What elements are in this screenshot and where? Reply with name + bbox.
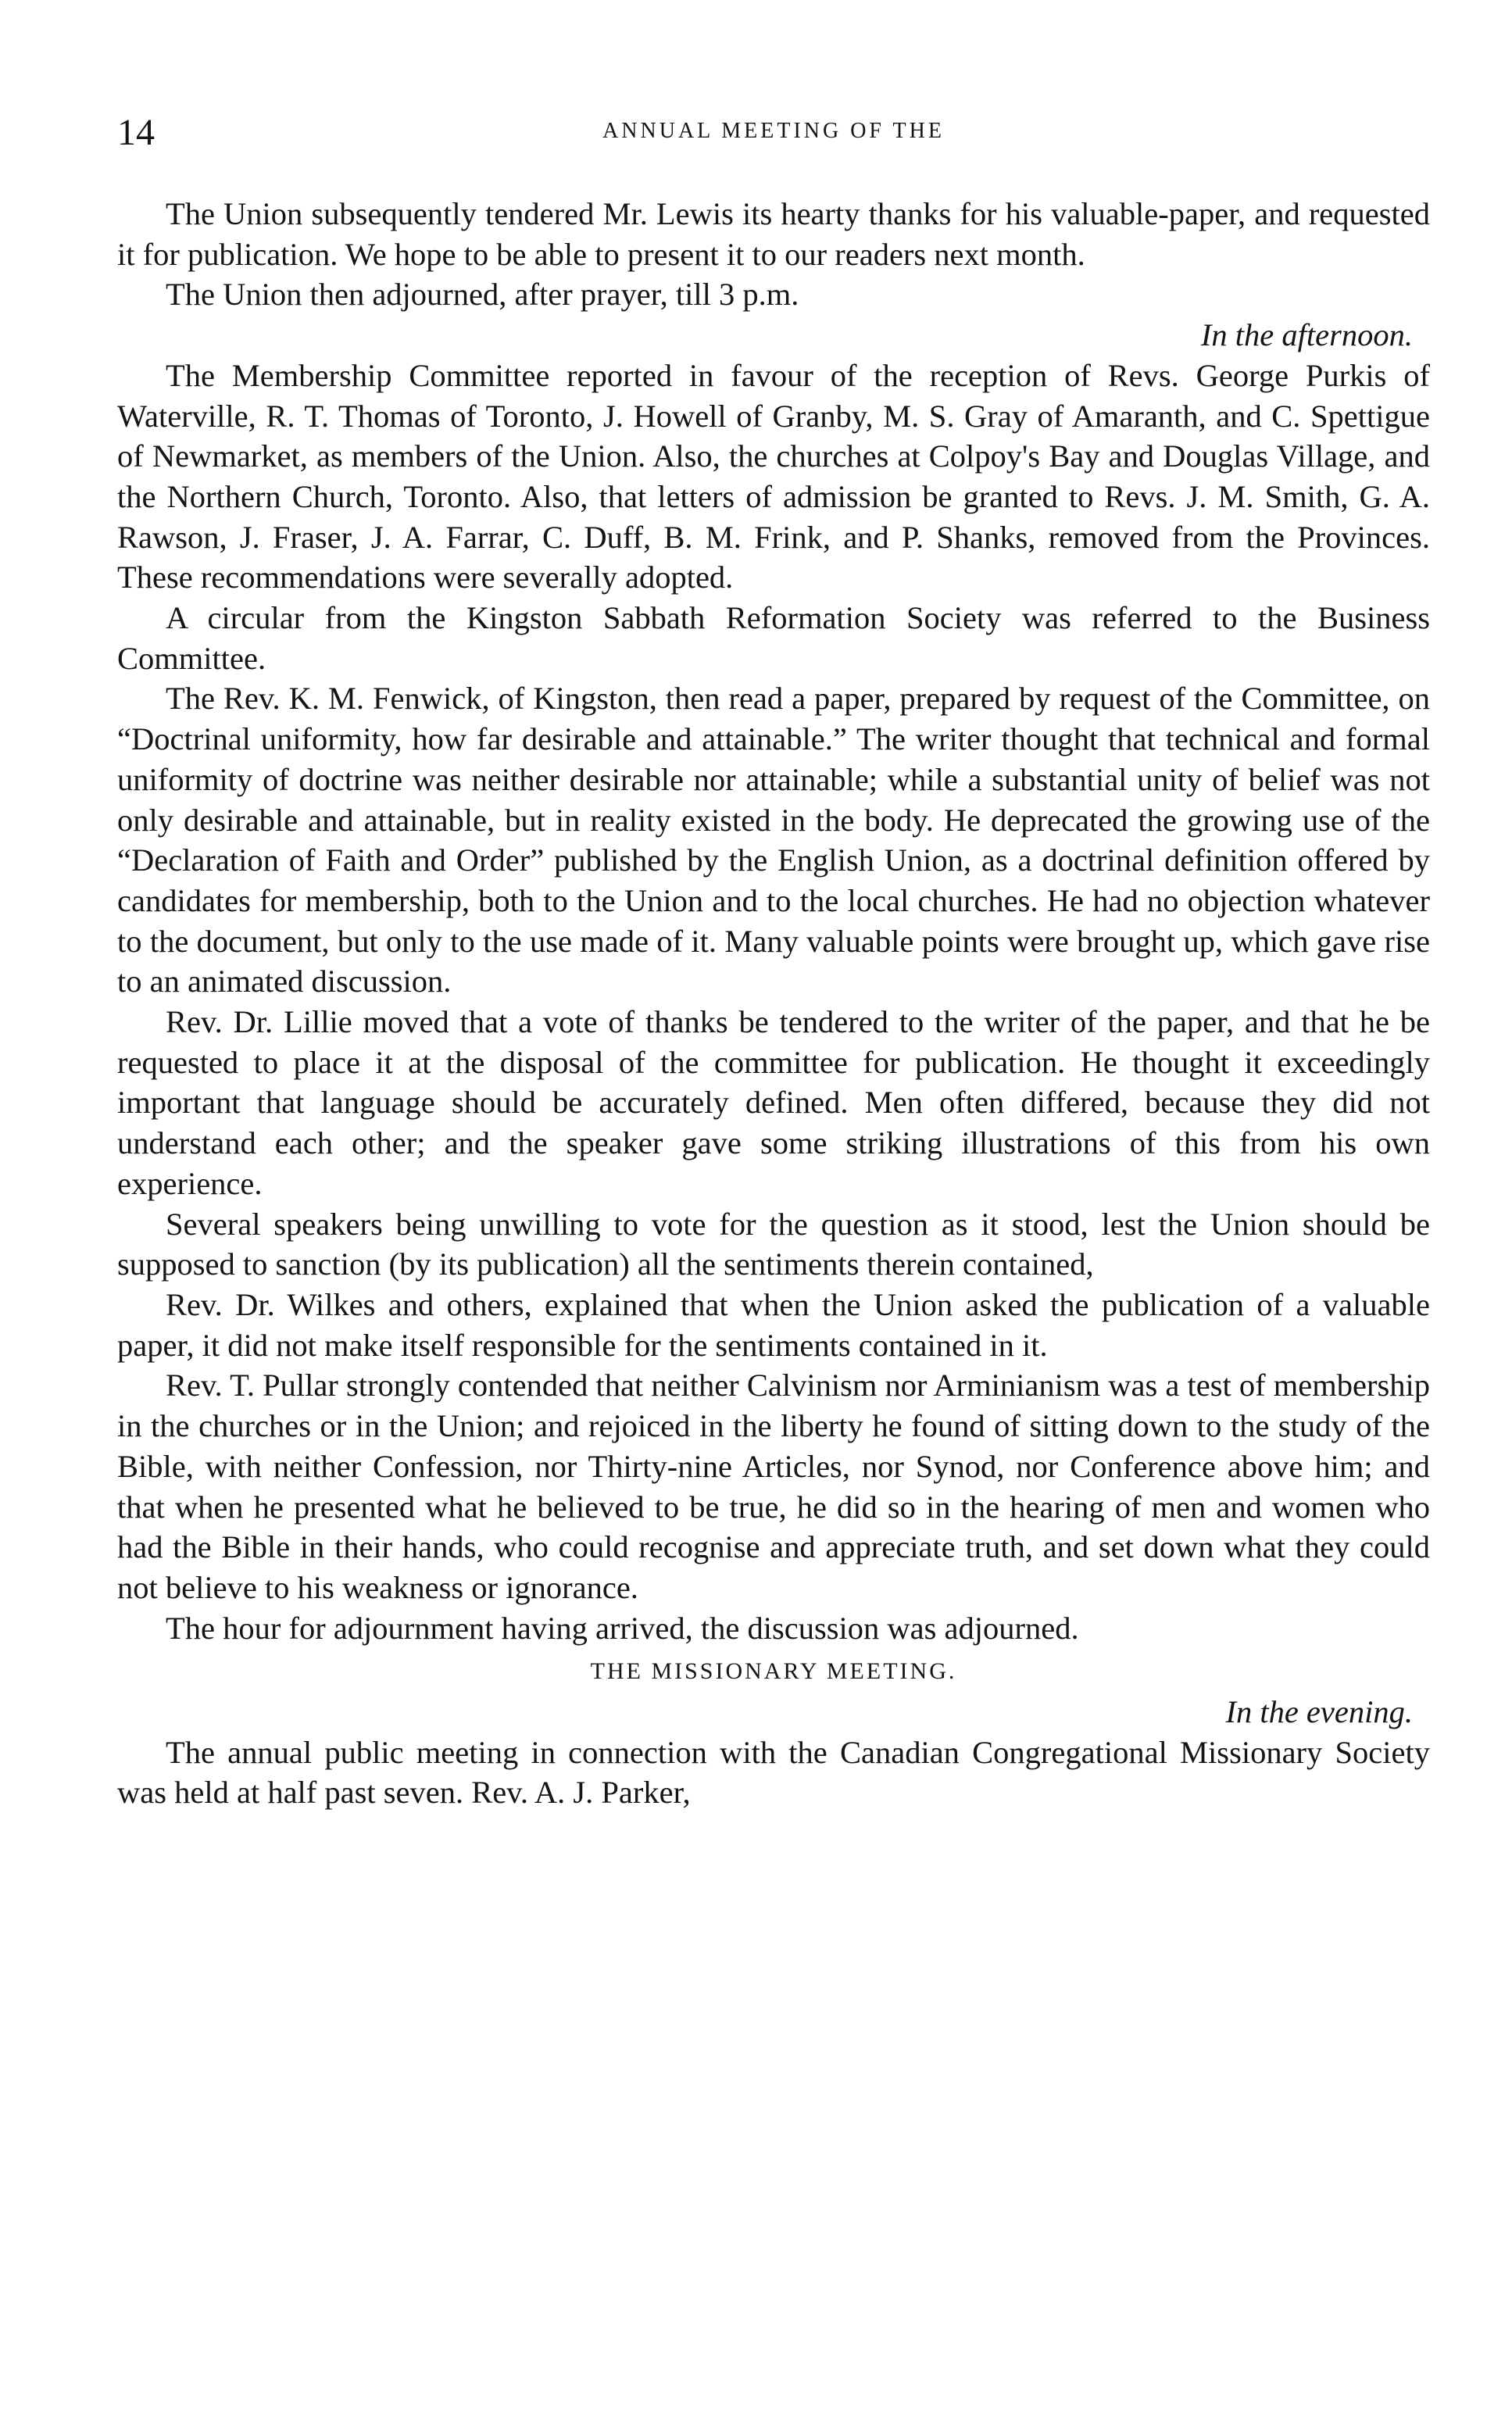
running-head: ANNUAL MEETING OF THE [602,119,945,143]
paragraph: The Union then adjourned, after prayer, till 3 p.m. [166,277,799,313]
paragraph: Rev. Dr. Wilkes and others, explained that when the Union asked the publication of a valuable paper, it did not make itself responsible for the sentiments contained in it. [117,1286,1430,1363]
page [117,109,1430,1813]
section-heading: THE MISSIONARY MEETING. [590,1658,957,1685]
paragraph: The Membership Committee reported in favour of the reception of Revs. George Purkis of Waterville, R. T. Thomas of Toronto, J. Howell of Granby, M. S. Gray of Amaranth, and C. Spettigue of Newmarket, as members of the Union. Also, the churches at Colpoy's Bay and Douglas Village, and the Northern Church, Toronto. Also, that letters of admission be granted to Revs. J. M. Smith, G. A. Rawson, J. Fraser, J. A. Farrar, C. Duff, B. M. Frink, and P. Shanks, removed from the Provinces. These recommendations were severally adopted. [117,357,1430,595]
paragraph: Rev. Dr. Lillie moved that a vote of thanks be tendered to the writer of the paper, and that he be requested to place it at the disposal of the committee for publication. He thought it exceedingly important that language should be accurately defined. Men often differed, because they did not understand each other; and the speaker gave some striking illustrations of this from his own experience. [117,1004,1430,1201]
paragraph: The hour for adjournment having arrived, the discussion was adjourned. [166,1610,1079,1646]
paragraph: Rev. T. Pullar strongly contended that neither Calvinism nor Arminianism was a test of membership in the churches or in the Union; and rejoiced in the liberty he found of sitting down to the study of the Bible, with neither Confession, nor Thirty-nine Articles, nor Synod, nor Conference above him; and that when he presented what he believed to be true, he did so in the hearing of men and women who had the Bible in their hands, who could recognise and appreciate truth, and set down what they could not believe to his weakness or ignorance. [117,1368,1430,1605]
paragraph: A circular from the Kingston Sabbath Reformation Society was referred to the Business Committee. [117,600,1430,676]
article-body [117,194,1430,1813]
evening-label: In the evening. [1225,1694,1413,1730]
page-header [117,109,1430,156]
paragraph: Several speakers being unwilling to vote for the question as it stood, lest the Union should be supposed to sanction (by its publication) all the sentiments therein contained, [117,1206,1430,1282]
page-number: 14 [117,112,155,153]
afternoon-label: In the afternoon. [1200,317,1413,353]
paragraph: The Union subsequently tendered Mr. Lewis its hearty thanks for his valuable-paper, and requested it for publication. We hope to be able to present it to our readers next month. [117,196,1430,272]
paragraph: The annual public meeting in connection with the Canadian Congregational Missionary Society was held at half past seven. Rev. A. J. Parker, [117,1734,1430,1811]
paragraph: The Rev. K. M. Fenwick, of Kingston, then read a paper, prepared by request of the Committee, on “Doctrinal uniformity, how far desirable and attainable.” The writer thought that technical and formal uniformity of doctrine was neither desirable nor attainable; while a substantial unity of belief was not only desirable and attainable, but in reality existed in the body. He deprecated the growing use of the “Declaration of Faith and Order” published by the English Union, as a doctrinal definition offered by candidates for membership, both to the Union and to the local churches. He had no objection whatever to the document, but only to the use made of it. Many valuable points were brought up, which gave rise to an animated discussion. [117,681,1430,999]
